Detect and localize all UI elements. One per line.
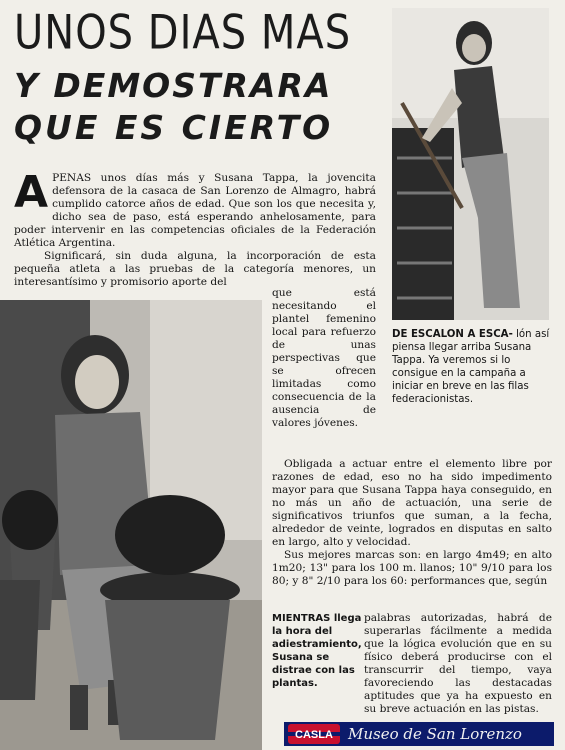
headline-line-3: QUE ES CIERTO	[14, 108, 334, 147]
watermark-text: Museo de San Lorenzo	[348, 725, 522, 743]
headline-line-2: Y DEMOSTRARA	[14, 66, 333, 105]
wide-paragraph-2: Sus mejores marcas son: en largo 4m49; en alto 1m20; 13" para los 100 m. llanos; 10" 9/10 para los 80; y 8" 2/10 para los 60: performances que, según	[272, 549, 552, 587]
caption-ladder-lead: DE ESCALON A ESCA-	[392, 329, 513, 340]
casla-logo-text: CASLA	[295, 729, 333, 741]
casla-logo	[288, 724, 340, 744]
caption-ladder-text: lón así piensa llegar arriba Susana Tappa. Ya veremos si lo consigue en la campaña a iniciar en breve en las filas federacionistas.	[392, 329, 550, 405]
right-column-text: palabras autorizadas, habrá de superarlas fácilmente a medida que la lógica evolución que en su físico deberá producirse con el transcurrir del tiempo, vaya favoreciendo las destacadas aptitudes que ya ha expuesto en su breve actuación en las pistas.	[364, 612, 552, 715]
caption-ladder-photo	[392, 328, 552, 406]
photo-athlete-on-ladder	[392, 8, 549, 320]
intro-text: PENAS unos días más y Susana Tappa, la jovencita defensora de la casaca de San Lorenzo de Almagro, habrá cumplido catorce años de edad. Que son los que necesita y, dicho sea de paso, está esperando anhelosamente, para poder intervenir en las competencias oficiales de la Federación Atlética Argentina.	[14, 172, 376, 249]
photo-athlete-with-plants	[0, 300, 262, 750]
second-paragraph: Significará, sin duda alguna, la incorporación de esta pequeña atleta a las pruebas de la categoría menores, un interesantísimo y promisorio aporte del	[14, 250, 376, 288]
drop-cap: A	[14, 167, 49, 218]
intro-paragraph	[14, 167, 376, 250]
museum-watermark	[284, 722, 554, 746]
narrow-column-text: que está necesitando el plantel femenino local para refuerzo de unas perspectivas que se ofrecen limitadas como consecuencia de la ausencia de valores jóvenes.	[272, 287, 376, 429]
wide-paragraph-1: Obligada a actuar entre el elemento libre por razones de edad, eso no ha sido impedimento mayor para que Susana Tappa haya conseguido, en no más un año de actuación, una serie de significativos triunfos que suman, a la fecha, alrededor de veinte, logrados en disputas en salto en largo, alto y velocidad.	[272, 458, 552, 548]
headline-line-1: UNOS DIAS MAS	[14, 6, 352, 61]
wide-column-text	[272, 458, 552, 588]
caption-plants-photo: MIENTRAS llega la hora del adiestramiento, Susana se distrae con las plantas.	[272, 613, 362, 689]
